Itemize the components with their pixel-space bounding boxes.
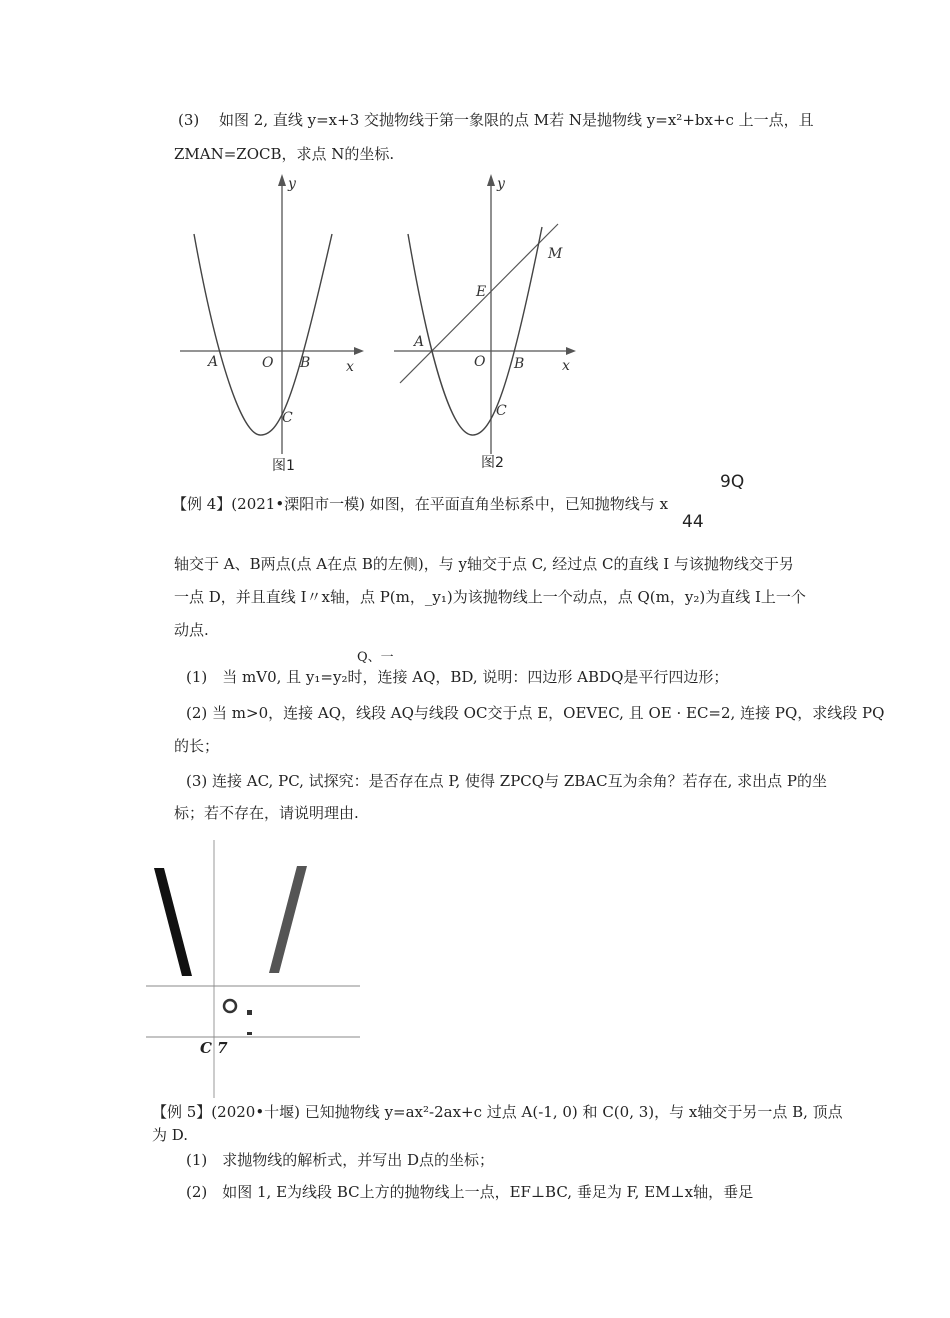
- figure-1: [172, 172, 372, 462]
- ex4-line3: 一点 D，并且直线 I〃x轴，点 P(m，_y₁)为该抛物线上一个动点，点 Q(m，y₂)为直线 I上一个: [174, 588, 806, 606]
- fig1-x-arrow: [354, 347, 364, 355]
- fig2-point-A: A: [414, 334, 425, 350]
- fig3-bottom-label: C 7: [200, 1039, 228, 1057]
- fig2-y-arrow: [487, 174, 495, 186]
- fig2-y-label: y: [497, 176, 505, 192]
- ex5-question-2: (2) 如图 1, E为线段 BC上方的抛物线上一点，EF⊥BC, 垂足为 F, EM⊥x轴，垂足: [186, 1183, 754, 1201]
- fig3-dot-2: [247, 1032, 252, 1035]
- fig2-parabola: [408, 227, 542, 435]
- figure-3: [146, 840, 366, 1100]
- fig2-point-M: M: [548, 246, 563, 262]
- fig1-y-arrow: [278, 174, 286, 186]
- ex4-question-2a: (2) 当 m>0，连接 AQ，线段 AQ与线段 OC交于点 E，OEVEC, 且 OE · EC=2, 连接 PQ，求线段 PQ: [186, 704, 885, 722]
- fig2-x-label: x: [562, 358, 570, 374]
- ex5-heading: 【例 5】(2020•十堰) 已知抛物线 y=ax²-2ax+c 过点 A(-1, 0) 和 C(0, 3)，与 x轴交于另一点 B, 顶点: [152, 1103, 843, 1121]
- fig2-x-arrow: [566, 347, 576, 355]
- ex4-line4: 动点.: [174, 621, 209, 639]
- ex4-question-1: (1) 当 mV0, 且 y₁=y₂时，连接 AQ，BD, 说明：四边形 ABDQ是平行四边形；: [186, 668, 729, 686]
- ex5-heading-cont: 为 D.: [152, 1126, 189, 1144]
- part3-line1: (3) 如图 2, 直线 y=x+3 交抛物线于第一象限的点 M若 N是抛物线 y=x²+bx+c 上一点，且: [178, 111, 814, 129]
- fig1-point-C: C: [282, 410, 293, 426]
- fig1-x-label: x: [346, 359, 354, 375]
- fig2-caption: 图2: [481, 455, 504, 471]
- ex4-question-2b: 的长；: [174, 737, 220, 755]
- ex4-side-note-1: 9Q: [720, 472, 745, 492]
- fig3-left-stroke: [154, 868, 192, 976]
- fig2-point-B: B: [514, 356, 525, 372]
- figure-2: [392, 172, 592, 462]
- fig1-point-O: O: [262, 355, 274, 371]
- fig1-caption: 图1: [272, 458, 295, 474]
- ex4-question-3a: (3) 连接 AC, PC, 试探究：是否存在点 P, 使得 ZPCQ与 ZBAC互为余角？若存在, 求出点 P的坐: [186, 772, 828, 790]
- ex4-heading: 【例 4】(2021•溧阳市一模) 如图，在平面直角坐标系中，已知抛物线与 x: [172, 495, 669, 513]
- fig1-point-B: B: [300, 355, 311, 371]
- ex5-question-1: (1) 求抛物线的解析式，并写出 D点的坐标；: [186, 1151, 495, 1169]
- fig2-point-O: O: [474, 354, 486, 370]
- fig3-dot-1: [247, 1010, 252, 1015]
- part3-line2: ZMAN=ZOCB，求点 N的坐标.: [174, 145, 395, 163]
- fig1-point-A: A: [208, 354, 219, 370]
- ex4-side-note-2: 44: [682, 512, 704, 532]
- fig3-right-stroke: [269, 866, 307, 973]
- ex4-line2: 轴交于 A、B两点(点 A在点 B的左侧)，与 y轴交于点 C, 经过点 C的直线 I 与该抛物线交于另: [174, 555, 794, 573]
- fig2-point-C: C: [496, 403, 507, 419]
- ex4-note: Q、一: [357, 650, 394, 665]
- fig2-point-E: E: [476, 284, 487, 300]
- ex4-question-3b: 标；若不存在，请说明理由.: [174, 804, 359, 822]
- fig1-parabola: [194, 234, 332, 435]
- fig3-origin-circle: [224, 1000, 236, 1012]
- fig1-y-label: y: [288, 176, 296, 192]
